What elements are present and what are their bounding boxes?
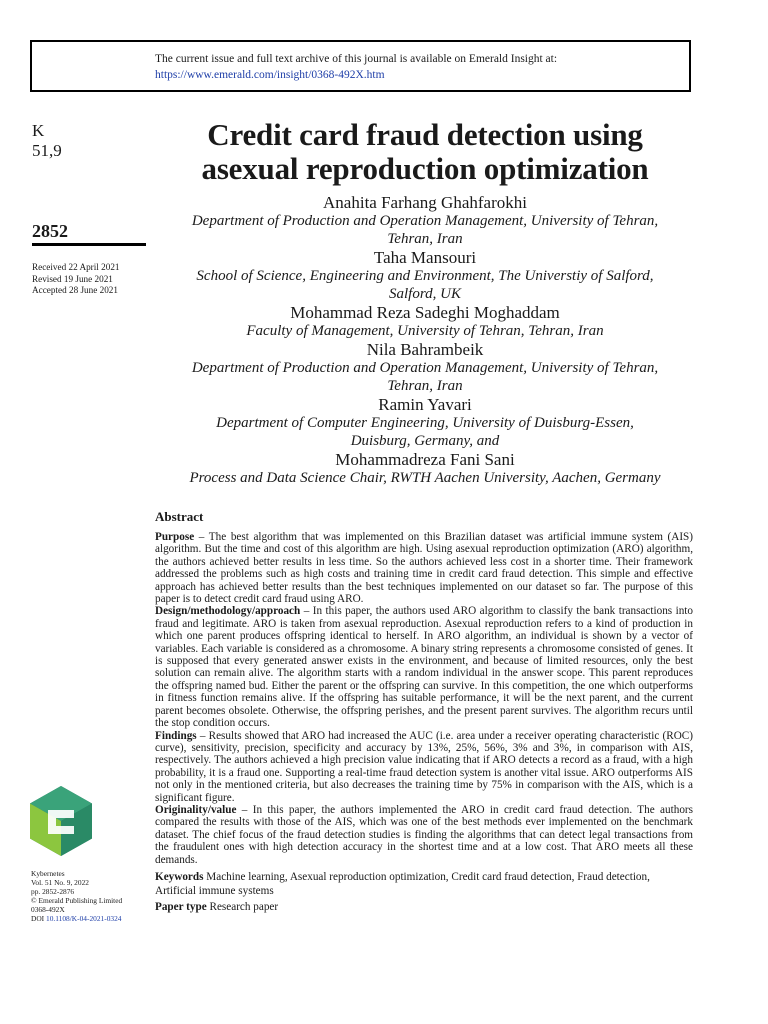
section-text: – The best algorithm that was implemented on this Brazilian dataset was artificial immune system (AIS) algorithm. But the time and cost of this algorithm are high. Using asexual reproduction optimization (ARO) algorithm, the authors achieved better results in less time. So the authors achieved less cost in a shorter time. Their framework addressed the problems such as high costs and training time in credit card fraud detection. This simple and effective approach has achieved better results than the best techniques implemented on our dataset so far. The purpose of this paper is to detect credit card fraud using ARO. xyxy=(155,531,693,606)
doi-line xyxy=(31,914,122,923)
affiliation-line: Duisburg, Germany, and xyxy=(350,433,500,449)
affiliation-line: Tehran, Iran xyxy=(387,378,463,394)
author-affiliation xyxy=(150,359,700,395)
author-list xyxy=(150,193,700,487)
author-affiliation xyxy=(150,469,700,487)
affiliation-line: Faculty of Management, University of Tehran, Tehran, Iran xyxy=(246,323,604,339)
publisher: © Emerald Publishing Limited xyxy=(31,896,123,906)
journal-availability-box xyxy=(30,40,691,92)
author-name: Mohammad Reza Sadeghi Moghaddam xyxy=(290,303,560,322)
section-text: – In this paper, the authors implemented the ARO in credit card fraud detection. The authors compared the results with those of the AIS, which was one of the best methods ever implemented on the benchmark dataset. The chief focus of the fraud detection studies is finding the algorithms that can detect legal transactions from the fraudulent ones with high detection accuracy in the shortest time and at a low cost. That ARO meets all these demands. xyxy=(155,803,693,866)
journal-url-link[interactable]: https://www.emerald.com/insight/0368-492X.htm xyxy=(155,69,385,81)
doi-label: DOI xyxy=(31,914,45,924)
affiliation-line: Department of Computer Engineering, University of Duisburg-Essen, xyxy=(216,415,634,431)
author-affiliation xyxy=(150,212,700,248)
author-name: Mohammadreza Fani Sani xyxy=(335,450,515,469)
author-affiliation xyxy=(150,322,700,340)
publisher-logo-icon xyxy=(30,786,92,856)
keywords-label: Keywords xyxy=(155,870,204,883)
received-date: Received 22 April 2021 xyxy=(32,262,120,272)
author-name: Ramin Yavari xyxy=(378,395,472,414)
keywords xyxy=(155,870,693,898)
affiliation-line: Process and Data Science Chair, RWTH Aachen University, Aachen, Germany xyxy=(189,470,661,486)
page-number: 2852 xyxy=(32,221,68,241)
section-label: Purpose xyxy=(155,531,195,543)
journal-name: Kybernetes xyxy=(31,869,65,878)
section-label: Design/methodology/approach xyxy=(155,605,301,618)
author-affiliation xyxy=(150,414,700,450)
affiliation-line: School of Science, Engineering and Environment, The Universtiy of Salford, xyxy=(196,268,654,284)
title-line-2: asexual reproduction optimization xyxy=(201,151,649,186)
journal-pages: pp. 2852-2876 xyxy=(31,887,75,897)
paper-type-label: Paper type xyxy=(155,900,207,913)
section-label: Originality/value xyxy=(155,803,237,816)
submission-dates xyxy=(32,262,120,297)
affiliation-line: Department of Production and Operation Management, University of Tehran, xyxy=(191,213,659,229)
paper-type xyxy=(155,900,693,914)
affiliation-line: Department of Production and Operation Management, University of Tehran, xyxy=(191,360,659,376)
abstract-design xyxy=(155,605,693,729)
section-text: – Results showed that ARO had increased the AUC (i.e. area under a receiver operating characteristic (ROC) curve), sensitivity, precision, specificity and accuracy by 13%, 25%, 56%, 3% and 3%, in comparison with AIS, respectively. The authors achieved a high precision value indicating that if ARO detects a record as a fraud, with a high probability, it is a fraud one. Supporting a real-time fraud detection system is another vital issue. ARO outperforms AIS not only in the mentioned criteria, but also decreases the training time by 75% in comparison with the AIS, which is a significant figure. xyxy=(155,729,693,804)
title-line-1: Credit card fraud detection using xyxy=(207,117,643,152)
accepted-date: Accepted 28 June 2021 xyxy=(32,285,118,295)
paper-title xyxy=(150,118,700,186)
abstract-findings xyxy=(155,730,693,804)
journal-volume-marker xyxy=(32,121,62,161)
revised-date: Revised 19 June 2021 xyxy=(32,273,113,284)
author-name: Taha Mansouri xyxy=(373,248,477,267)
keywords-text: Machine learning, Asexual reproduction optimization, Credit card fraud detection, Fraud detection, Artificial immune systems xyxy=(155,870,650,897)
abstract-originality xyxy=(155,804,693,866)
journal-volume: Vol. 51 No. 9, 2022 xyxy=(31,878,89,888)
availability-text: The current issue and full text archive of this journal is available on Emerald Insight at: xyxy=(155,53,558,65)
paper-type-text: Research paper xyxy=(206,900,279,913)
author-name: Anahita Farhang Ghahfarokhi xyxy=(323,193,527,212)
abstract-heading: Abstract xyxy=(155,509,204,524)
affiliation-line: Salford, UK xyxy=(389,286,461,302)
journal-code: K xyxy=(32,121,45,140)
journal-info xyxy=(31,869,122,924)
section-label: Findings xyxy=(155,729,197,742)
volume-issue: 51,9 xyxy=(32,141,62,160)
section-text: – In this paper, the authors used ARO algorithm to classify the bank transactions into fraud and legitimate. ARO is taken from asexual reproduction. Asexual reproduction refers to a kind of production in which one parent produces offspring identical to herself. In ARO algorithm, an individual is shown by a vector of variables. Each variable is considered as a chromosome. A binary string represents a chromosome consisted of genes. It is supposed that every generated answer exists in the environment, and because of limited resources, only the best solution can remain alive. The algorithm starts with a random individual in the answer scope. This parent reproduces the offspring named bud. Either the parent or the offspring can survive. In this competition, the one which outperforms in fitness function remains alive. If the offspring has suitable performance, it will be the next parent, and the current parent becomes obsolete. Otherwise, the offspring perishes, and the present parent survives. The algorithm recurs until the stop condition occurs. xyxy=(155,605,693,730)
doi-link[interactable]: 10.1108/K-04-2021-0324 xyxy=(46,914,122,924)
author-name: Nila Bahrambeik xyxy=(366,340,484,359)
affiliation-line: Tehran, Iran xyxy=(387,231,463,247)
author-affiliation xyxy=(150,267,700,303)
abstract-purpose xyxy=(155,531,693,605)
issn: 0368-492X xyxy=(31,905,65,915)
page-number-rule xyxy=(32,243,146,246)
abstract xyxy=(155,509,693,914)
